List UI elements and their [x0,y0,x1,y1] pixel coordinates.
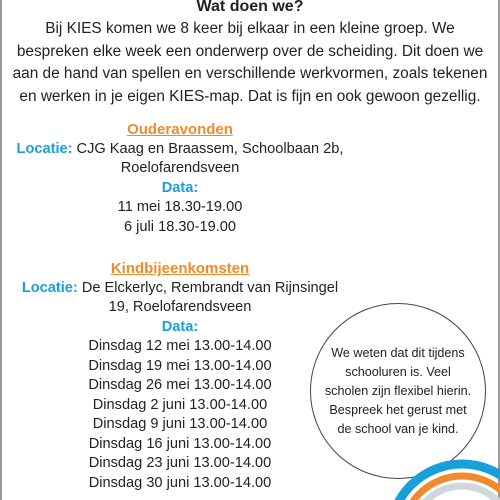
partial-circle-logo-icon [390,458,500,500]
date-item: Dinsdag 26 mei 13.00-14.00 [88,377,272,393]
note-line: de school van je kind. [337,421,459,436]
note-line: Bespreek het gerust met [329,402,467,417]
ouderavonden-section [0,120,360,237]
note-text [323,344,473,439]
kindbijeenkomsten-title: Kindbijeenkomsten [110,260,250,277]
ouderavonden-location [0,140,360,160]
date-item: 11 mei 18.30-19.00 [117,199,243,215]
location-label: Locatie: [21,279,78,296]
intro-line: en werken in je eigen KIES-map. Dat is fijn en ook gewoon gezellig. [19,87,481,105]
date-item: 6 juli 18.30-19.00 [124,218,236,235]
date-item: Dinsdag 30 juni 13.00-14.00 [88,474,272,491]
page-heading: Wat doen we? [196,0,304,15]
date-item: Dinsdag 23 juni 13.00-14.00 [88,455,272,471]
location-text: CJG Kaag en Braassem, Schoolbaan 2b, [76,140,344,157]
kindbijeenkomsten-section [0,259,360,493]
location-text: De Elckerlyc, Rembrandt van Rijnsingel [81,279,339,296]
date-item: Dinsdag 12 mei 13.00-14.00 [88,338,272,354]
date-item: Dinsdag 9 juni 13.00-14.00 [92,416,268,432]
intro-line: bespreken elke week een onderwerp over de scheiding. Dit doen we [16,42,484,60]
location-text-cont: 19, Roelofarendsveen [108,299,252,315]
date-item: Dinsdag 2 juni 13.00-14.00 [92,396,268,413]
note-line: schooluren is. Veel [345,364,451,379]
location-text-cont: Roelofarendsveen [120,160,240,176]
school-hours-note [310,303,486,479]
intro-line: aan de hand van spellen en verschillende werkvormen, zoals tekenen [12,65,488,82]
dates-label: Data: [161,318,199,335]
kindbijeenkomsten-location [0,279,360,299]
note-line: We weten dat dit tijdens [331,345,465,360]
ouderavonden-title: Ouderavonden [127,121,233,138]
date-item: Dinsdag 19 mei 13.00-14.00 [88,357,272,374]
intro-line: Bij KIES komen we 8 keer bij elkaar in een kleine groep. We [45,20,455,37]
location-label: Locatie: [16,140,73,157]
dates-label: Data: [161,179,199,196]
note-line: scholen zijn flexibel hierin. [324,383,472,398]
intro-paragraph [4,18,496,108]
date-item: Dinsdag 16 juni 13.00-14.00 [88,435,272,452]
